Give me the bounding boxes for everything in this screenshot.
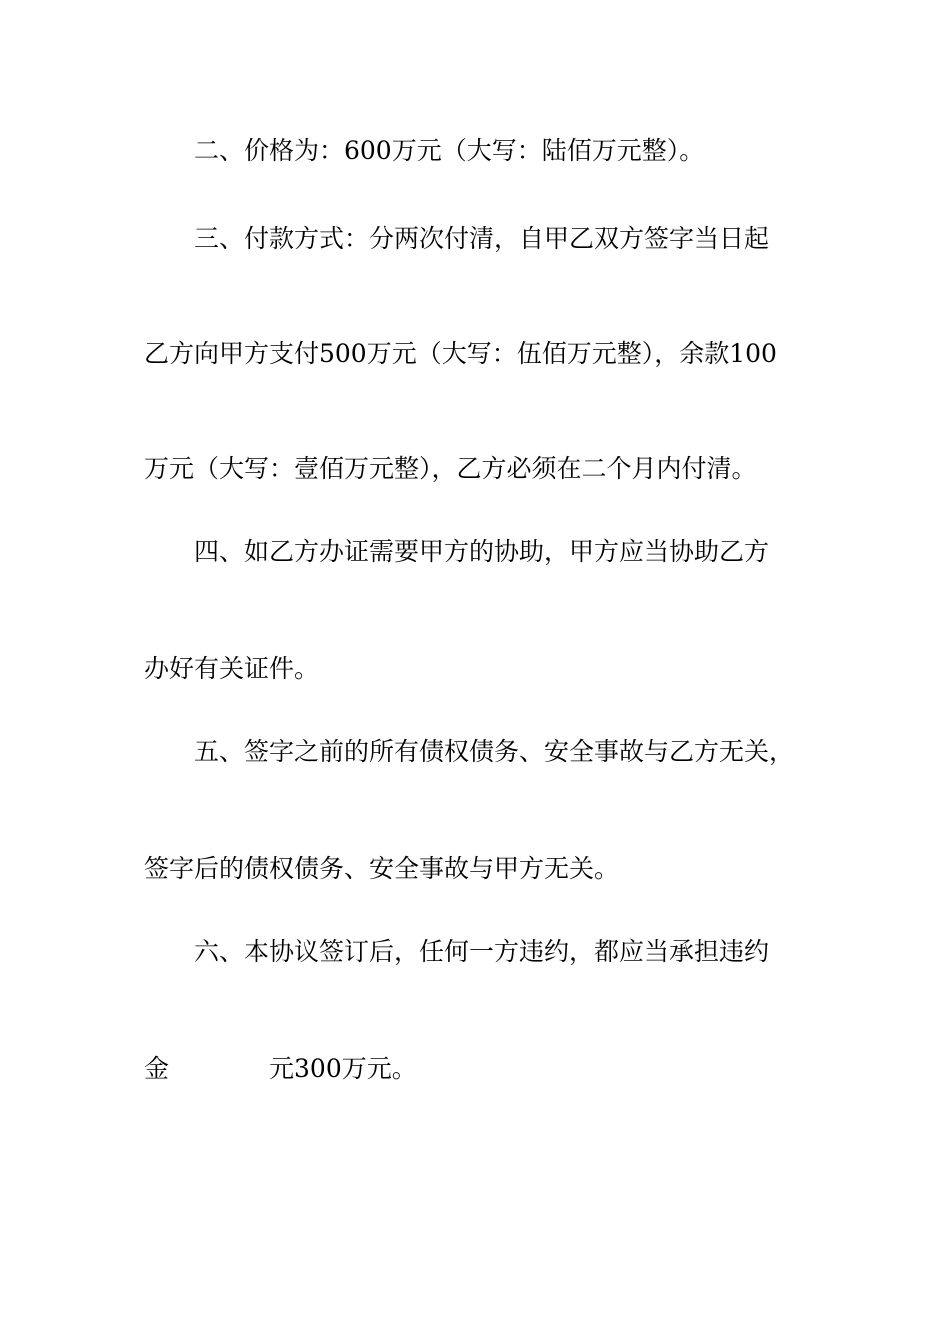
clause-3-line-1: 三、付款方式：分两次付清，自甲乙双方签字当日起: [194, 224, 770, 253]
clause-4-line-2: 办好有关证件。: [144, 654, 320, 683]
penalty-label: 金: [144, 1054, 170, 1083]
clause-3-line-2: 乙方向甲方支付500万元（大写：伍佰万元整），余款100: [144, 339, 777, 368]
clause-6-line-1: 六、本协议签订后，任何一方违约，都应当承担违约: [194, 937, 770, 966]
clause-5-line-2: 签字后的债权债务、安全事故与甲方无关。: [144, 854, 620, 883]
clause-5-line-1: 五、签字之前的所有债权债务、安全事故与乙方无关，: [194, 737, 795, 766]
clause-6-line-2: [144, 1054, 844, 1084]
clause-2-line-1: 二、价格为：600万元（大写：陆佰万元整）。: [194, 136, 705, 165]
penalty-amount: 元300万元。: [269, 1054, 417, 1083]
clause-3-line-3: 万元（大写：壹佰万元整），乙方必须在二个月内付清。: [144, 454, 757, 483]
clause-4-line-1: 四、如乙方办证需要甲方的协助，甲方应当协助乙方: [194, 537, 770, 566]
